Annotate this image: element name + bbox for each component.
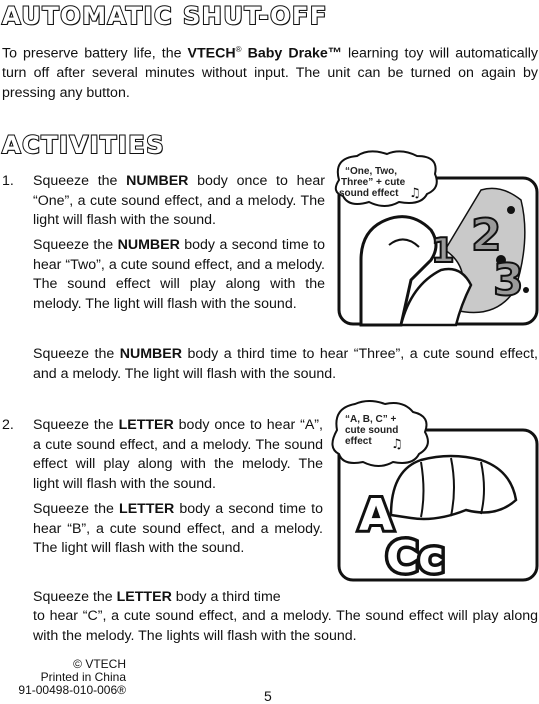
item-1-para-a: Squeeze the NUMBER body once to hear “One”, a cute sound effect, and a melody. The light will flash with the sound. xyxy=(33,173,325,228)
printed-in: Printed in China xyxy=(40,670,126,684)
item-1-number: 1. xyxy=(2,173,14,189)
digit-2: 2 xyxy=(471,210,502,261)
item-1-para-c: Squeeze the NUMBER body a third time to hear “Three”, a cute sound effect, and a melody. The light will flash with the sound. xyxy=(33,346,538,382)
bubble-text: “One, Two, Three” + cute sound effect xyxy=(339,166,406,199)
shutoff-paragraph: To preserve battery life, the VTECH® Baby Drake™ learning toy will automatically turn off after several minutes without input. The unit can be turned on again by pressing any button. xyxy=(2,45,539,101)
activities-heading: ACTIVITIES xyxy=(2,131,165,159)
item-2-para-c-line2: to hear “C”, a cute sound effect, and a melody. The sound effect will play along with the melody. The lights will flash with the sound. xyxy=(33,608,538,644)
letter-a: A xyxy=(359,490,394,541)
letter-body-illustration xyxy=(331,400,539,585)
copyright: © VTECH xyxy=(73,657,126,671)
page-number: 5 xyxy=(264,688,272,704)
item-2-para-a: Squeeze the LETTER body once to hear “A”, a cute sound effect, and a melody. The sound effect will play along with the melody. The light will flash with the sound. xyxy=(33,417,323,492)
item-2-number: 2. xyxy=(2,417,14,433)
shutoff-heading: AUTOMATIC SHUT-OFF xyxy=(2,2,328,30)
number-body-illustration xyxy=(331,150,539,330)
item-2-para-c-line1: Squeeze the LETTER body a third time xyxy=(33,589,281,605)
music-note-icon: ♫ xyxy=(391,437,403,452)
digit-3: 3 xyxy=(493,255,524,306)
item-2-para-b: Squeeze the LETTER body a second time to hear “B”, a cute sound effect, and a melody. The light will flash with the sound. xyxy=(33,501,323,556)
music-note-icon: ♫ xyxy=(409,186,421,201)
bubble-text: “A, B, C” + cute sound effect xyxy=(345,414,399,447)
letters-cc: Cc xyxy=(386,532,445,583)
footer-imprint xyxy=(0,658,126,697)
digit-1: 1 xyxy=(431,231,455,271)
part-code: 91-00498-010-006® xyxy=(18,683,126,697)
item-1-para-b: Squeeze the NUMBER body a second time to hear “Two”, a cute sound effect, and a melody. The sound effect will play along with the melody. The light will flash with the sound. xyxy=(33,237,325,312)
